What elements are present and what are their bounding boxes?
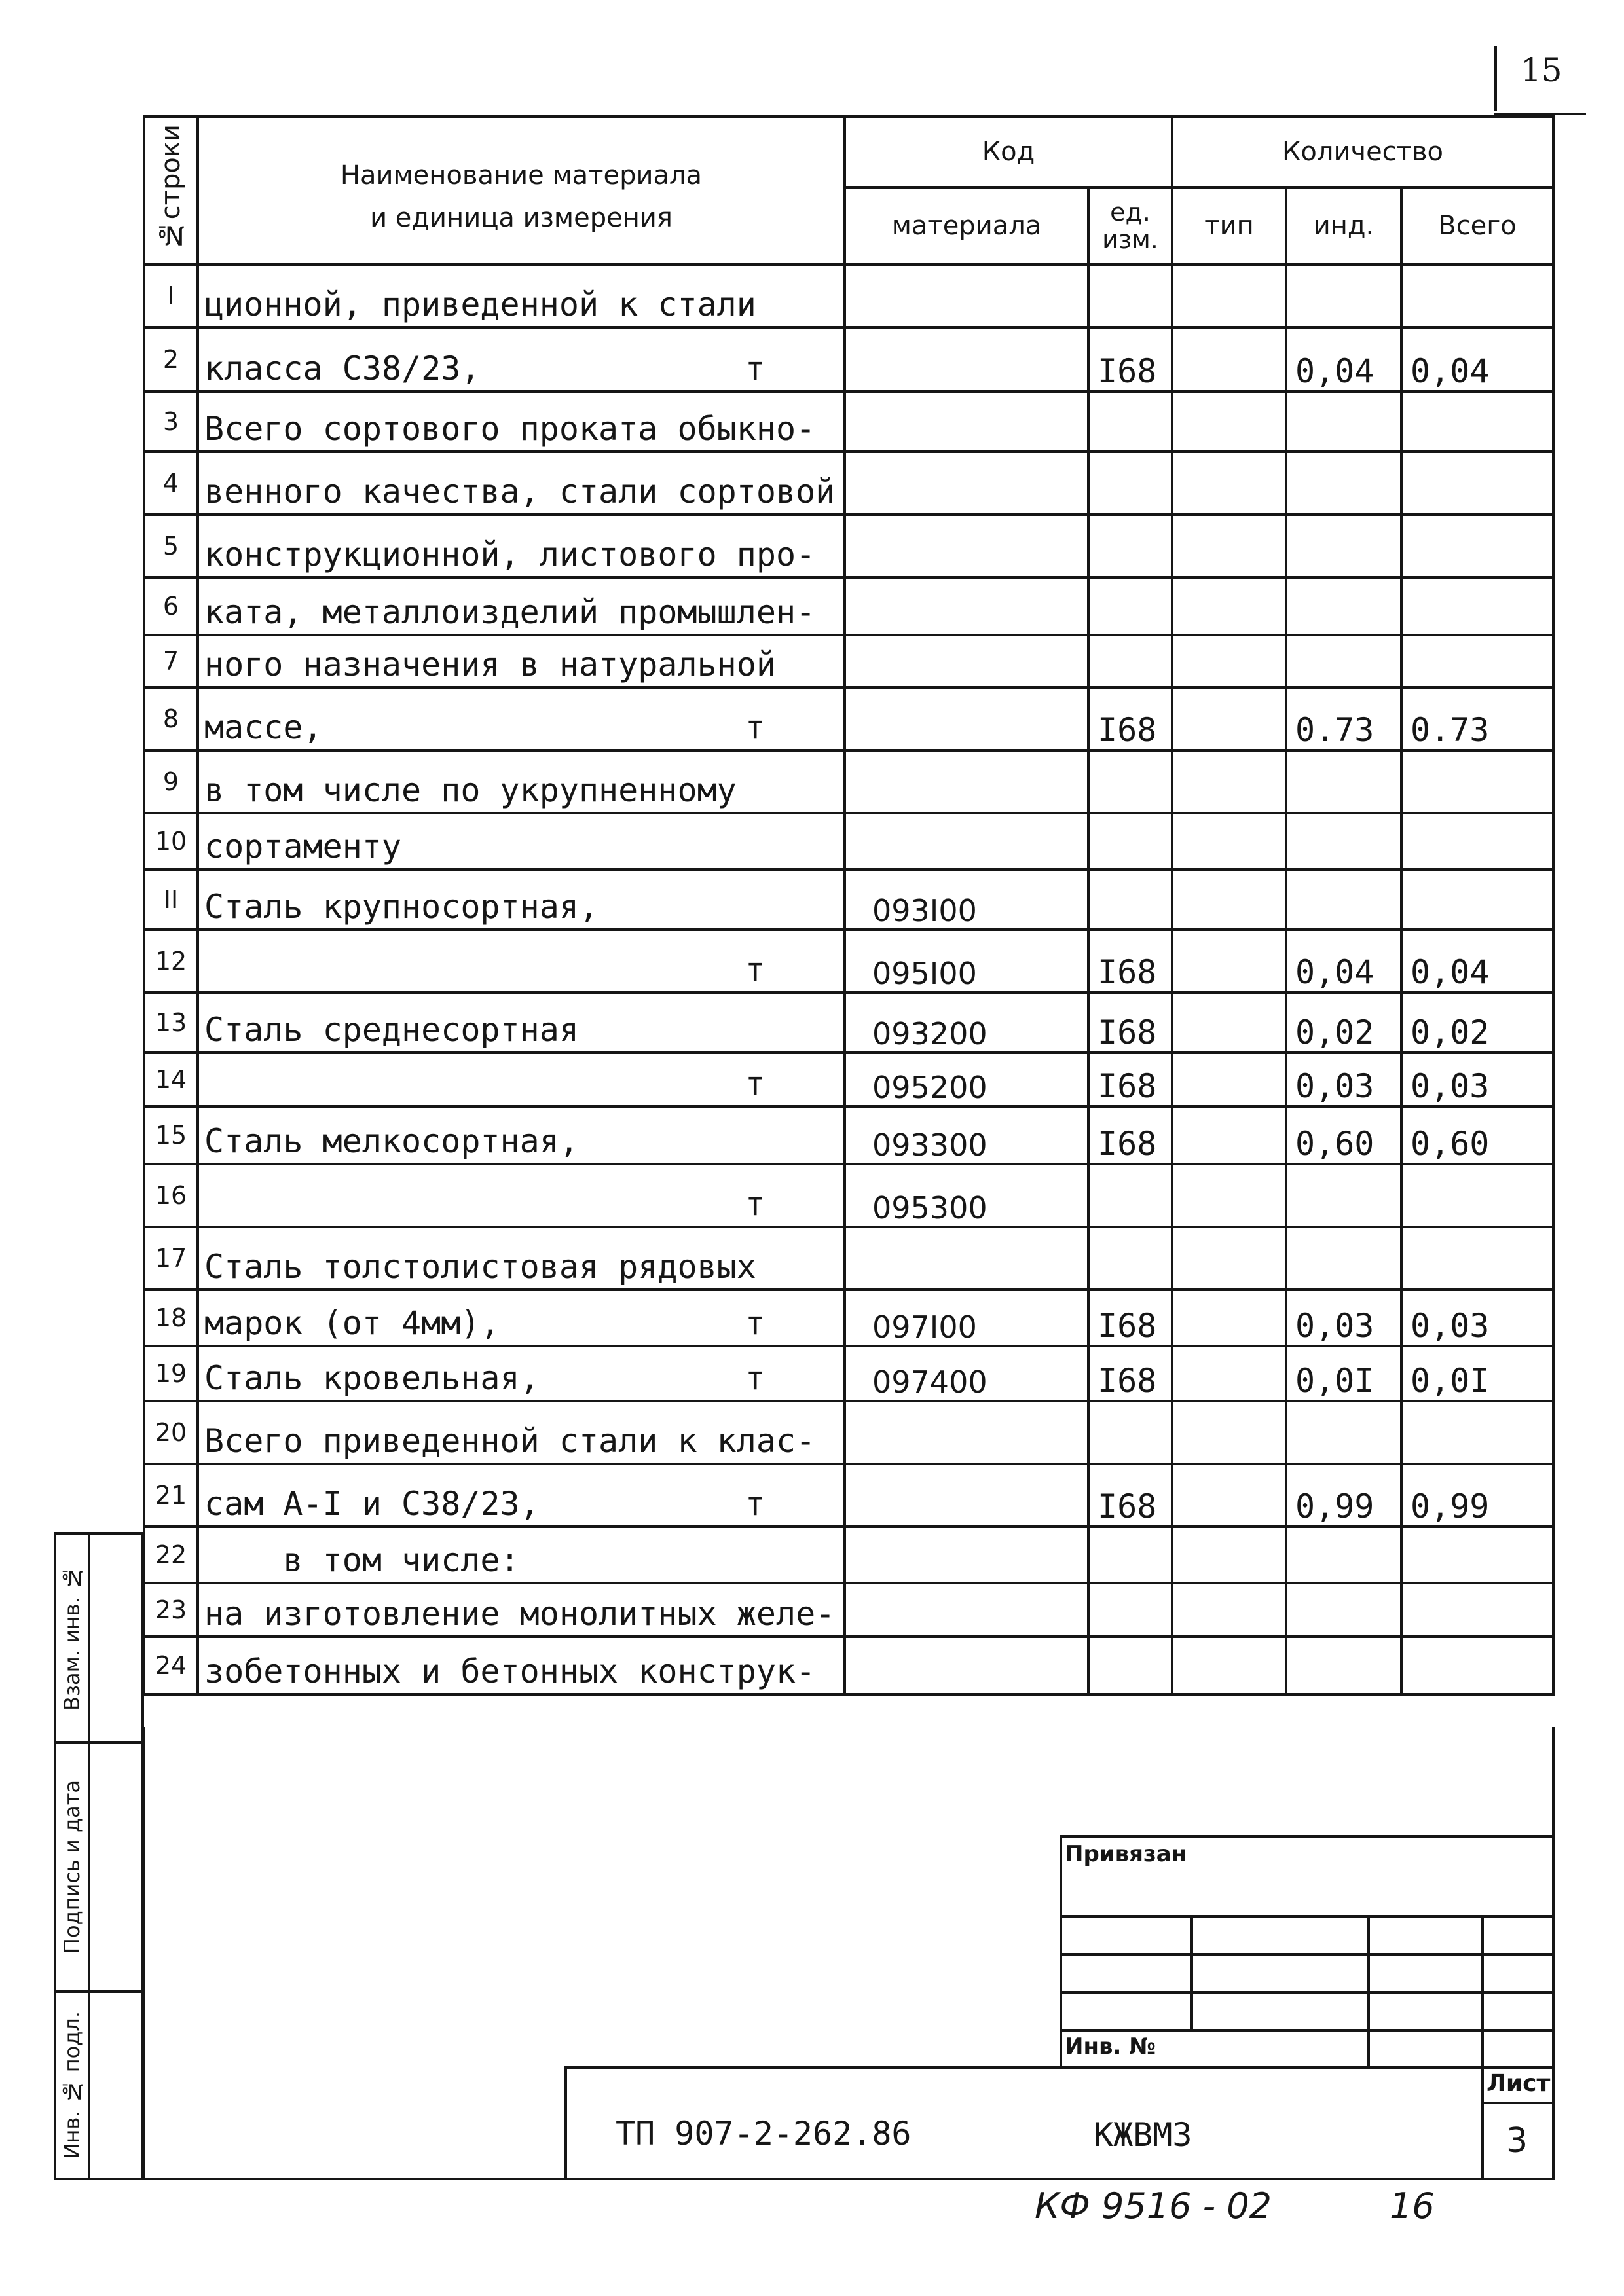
quantity-type — [1172, 750, 1286, 813]
archive-page-number: 16 — [1390, 2185, 1435, 2227]
quantity-type — [1172, 392, 1286, 452]
row-number: 4 — [144, 452, 198, 515]
corner-rule-vertical — [1494, 46, 1497, 111]
unit-code: I68 — [1088, 1346, 1172, 1401]
row-number: 24 — [144, 1637, 198, 1694]
table-row — [144, 930, 1553, 993]
row-number: 23 — [144, 1583, 198, 1637]
quantity-type — [1172, 1227, 1286, 1290]
table-row — [144, 1583, 1553, 1637]
unit-code — [1088, 1401, 1172, 1464]
quantity-total: 0,0I — [1401, 1346, 1553, 1401]
material-code — [845, 392, 1088, 452]
quantity-ind — [1286, 750, 1401, 813]
material-code: 093200 — [845, 993, 1088, 1053]
quantity-ind: 0.73 — [1286, 687, 1401, 750]
quantity-type — [1172, 1164, 1286, 1227]
table-row — [144, 1106, 1553, 1164]
unit-code — [1088, 264, 1172, 327]
measure-unit: т — [745, 350, 765, 388]
material-name-text: сам А-I и С38/23, — [204, 1485, 540, 1523]
material-code — [845, 1401, 1088, 1464]
row-number: 13 — [144, 993, 198, 1053]
quantity-type — [1172, 1637, 1286, 1694]
row-number: 6 — [144, 577, 198, 635]
quantity-type — [1172, 577, 1286, 635]
quantity-total: 0,99 — [1401, 1464, 1553, 1527]
table-row — [144, 1346, 1553, 1401]
header-code: Код — [845, 117, 1172, 187]
material-name — [198, 392, 845, 452]
material-code — [845, 1527, 1088, 1583]
material-name-text: Всего сортового проката обыкно- — [204, 410, 816, 448]
quantity-ind — [1286, 1637, 1401, 1694]
unit-code — [1088, 1227, 1172, 1290]
unit-code — [1088, 1637, 1172, 1694]
row-number: 7 — [144, 635, 198, 687]
table-row — [144, 392, 1553, 452]
table-row — [144, 750, 1553, 813]
quantity-type — [1172, 687, 1286, 750]
row-number: 20 — [144, 1401, 198, 1464]
material-name — [198, 1583, 845, 1637]
material-name-text: марок (от 4мм), — [204, 1304, 500, 1342]
material-code: 093300 — [845, 1106, 1088, 1164]
binding-grid-line — [1060, 1915, 1552, 1918]
header-total: Всего — [1401, 187, 1553, 264]
measure-unit: т — [745, 1185, 765, 1223]
unit-code: I68 — [1088, 1053, 1172, 1106]
unit-code — [1088, 869, 1172, 930]
row-number: 10 — [144, 813, 198, 869]
quantity-ind — [1286, 515, 1401, 577]
inv-podl-label: Инв. № подл. — [60, 2011, 84, 2159]
material-name-text: Сталь мелкосортная, — [204, 1122, 579, 1160]
quantity-ind — [1286, 1583, 1401, 1637]
measure-unit: т — [745, 1304, 765, 1342]
quantity-total: 0,02 — [1401, 993, 1553, 1053]
material-name — [198, 750, 845, 813]
document-mark: КЖВМ3 — [1094, 2116, 1192, 2154]
material-code — [845, 1227, 1088, 1290]
signature-date-cell — [56, 1744, 144, 1993]
quantity-total — [1401, 515, 1553, 577]
material-name-text: венного качества, стали сортовой — [204, 473, 836, 511]
quantity-total — [1401, 1583, 1553, 1637]
unit-code — [1088, 750, 1172, 813]
vzam-inv-label: Взам. инв. № — [60, 1565, 84, 1711]
table-row — [144, 327, 1553, 392]
material-name — [198, 813, 845, 869]
unit-code — [1088, 635, 1172, 687]
binding-grid-line — [1481, 1915, 1484, 2066]
quantity-ind — [1286, 452, 1401, 515]
table-row — [144, 1290, 1553, 1346]
quantity-type — [1172, 515, 1286, 577]
quantity-type — [1172, 813, 1286, 869]
table-row — [144, 635, 1553, 687]
row-number: 5 — [144, 515, 198, 577]
material-name — [198, 1290, 845, 1346]
material-name — [198, 1053, 845, 1106]
quantity-ind: 0,99 — [1286, 1464, 1401, 1527]
quantity-type — [1172, 1401, 1286, 1464]
document-code: ТП 907-2-262.86 — [616, 2115, 912, 2153]
quantity-total — [1401, 264, 1553, 327]
material-code — [845, 687, 1088, 750]
quantity-type — [1172, 993, 1286, 1053]
measure-unit: т — [745, 1065, 765, 1102]
quantity-total — [1401, 1227, 1553, 1290]
material-name — [198, 1164, 845, 1227]
quantity-total — [1401, 577, 1553, 635]
row-number: 16 — [144, 1164, 198, 1227]
binding-grid-line — [1367, 1915, 1370, 2066]
quantity-total — [1401, 750, 1553, 813]
page-corner-number: 15 — [1521, 51, 1562, 89]
unit-code: I68 — [1088, 1106, 1172, 1164]
row-number: 22 — [144, 1527, 198, 1583]
quantity-total — [1401, 635, 1553, 687]
signature-date-label: Подпись и дата — [60, 1780, 84, 1954]
unit-code — [1088, 1583, 1172, 1637]
row-number: II — [144, 869, 198, 930]
quantity-type — [1172, 1583, 1286, 1637]
row-number: 8 — [144, 687, 198, 750]
table-row — [144, 1637, 1553, 1694]
material-name-text: Сталь толстолистовая рядовых — [204, 1248, 756, 1286]
quantity-total: 0,03 — [1401, 1053, 1553, 1106]
table-row — [144, 1053, 1553, 1106]
material-name — [198, 1346, 845, 1401]
quantity-ind: 0,04 — [1286, 327, 1401, 392]
material-name-text: в том числе: — [204, 1541, 520, 1579]
material-code: 095300 — [845, 1164, 1088, 1227]
material-name-text: зобетонных и бетонных конструк- — [204, 1652, 816, 1690]
material-name-text: сортаменту — [204, 828, 402, 866]
quantity-total — [1401, 813, 1553, 869]
material-code: 095200 — [845, 1053, 1088, 1106]
quantity-ind — [1286, 869, 1401, 930]
table-row — [144, 1527, 1553, 1583]
row-number: 9 — [144, 750, 198, 813]
table-row — [144, 1227, 1553, 1290]
row-number: 15 — [144, 1106, 198, 1164]
unit-code — [1088, 1164, 1172, 1227]
material-name-text: ката, металлоизделий промышлен- — [204, 593, 816, 631]
header-row-number: №строки — [144, 117, 198, 264]
quantity-ind — [1286, 1527, 1401, 1583]
table-row — [144, 452, 1553, 515]
measure-unit: т — [745, 1359, 765, 1397]
material-name — [198, 264, 845, 327]
header-ind: инд. — [1286, 187, 1401, 264]
quantity-ind — [1286, 264, 1401, 327]
quantity-total — [1401, 392, 1553, 452]
binding-stamp-block — [1060, 1835, 1552, 2066]
material-code: 093I00 — [845, 869, 1088, 930]
table-row — [144, 687, 1553, 750]
table-row — [144, 869, 1553, 930]
binding-grid-line — [1190, 1915, 1193, 2029]
material-name — [198, 1464, 845, 1527]
row-number: 3 — [144, 392, 198, 452]
quantity-ind: 0,60 — [1286, 1106, 1401, 1164]
row-number: 21 — [144, 1464, 198, 1527]
header-material-name: Наименование материала и единица измерения — [198, 117, 845, 264]
material-code — [845, 1464, 1088, 1527]
table-row — [144, 993, 1553, 1053]
unit-code: I68 — [1088, 327, 1172, 392]
quantity-ind: 0,04 — [1286, 930, 1401, 993]
row-number: 12 — [144, 930, 198, 993]
quantity-ind: 0,02 — [1286, 993, 1401, 1053]
material-name-text: массе, — [204, 708, 323, 746]
material-name-text: Сталь среднесортная — [204, 1011, 579, 1049]
unit-code — [1088, 452, 1172, 515]
material-code: 095I00 — [845, 930, 1088, 993]
quantity-ind: 0,0I — [1286, 1346, 1401, 1401]
material-name — [198, 327, 845, 392]
material-name — [198, 515, 845, 577]
unit-code — [1088, 577, 1172, 635]
quantity-total — [1401, 869, 1553, 930]
quantity-type — [1172, 264, 1286, 327]
material-name-text: конструкционной, листового про- — [204, 536, 816, 574]
material-name — [198, 577, 845, 635]
quantity-total: 0,03 — [1401, 1290, 1553, 1346]
material-name-text: в том числе по укрупненному — [204, 771, 737, 809]
material-name — [198, 635, 845, 687]
material-name — [198, 1527, 845, 1583]
table-row — [144, 515, 1553, 577]
inv-podl-cell — [56, 1993, 144, 2178]
quantity-ind — [1286, 1401, 1401, 1464]
row-number: I — [144, 264, 198, 327]
unit-code: I68 — [1088, 1290, 1172, 1346]
material-code — [845, 1583, 1088, 1637]
material-name-text: ного назначения в натуральной — [204, 646, 776, 683]
quantity-type — [1172, 1527, 1286, 1583]
material-code — [845, 813, 1088, 869]
table-row — [144, 1401, 1553, 1464]
material-code — [845, 1637, 1088, 1694]
binding-grid-line — [1060, 2029, 1552, 2032]
inv-number-label: Инв. № — [1065, 2033, 1156, 2060]
quantity-type — [1172, 327, 1286, 392]
quantity-total — [1401, 1527, 1553, 1583]
row-number: 19 — [144, 1346, 198, 1401]
binding-grid-line — [1060, 1991, 1552, 1994]
material-name — [198, 1227, 845, 1290]
table-row — [144, 1464, 1553, 1527]
quantity-ind: 0,03 — [1286, 1290, 1401, 1346]
header-material-code: материала — [845, 187, 1088, 264]
unit-code: I68 — [1088, 1464, 1172, 1527]
quantity-total — [1401, 1401, 1553, 1464]
quantity-total: 0,04 — [1401, 930, 1553, 993]
unit-code — [1088, 515, 1172, 577]
quantity-total: 0.73 — [1401, 687, 1553, 750]
quantity-type — [1172, 1106, 1286, 1164]
quantity-ind: 0,03 — [1286, 1053, 1401, 1106]
quantity-type — [1172, 635, 1286, 687]
quantity-ind — [1286, 1227, 1401, 1290]
quantity-total — [1401, 452, 1553, 515]
unit-code — [1088, 813, 1172, 869]
archive-code: КФ 9516 - 02 — [1035, 2185, 1272, 2227]
measure-unit: т — [745, 1485, 765, 1523]
material-name — [198, 1637, 845, 1694]
sheet-number: 3 — [1506, 2121, 1528, 2160]
row-number: 2 — [144, 327, 198, 392]
quantity-type — [1172, 1346, 1286, 1401]
quantity-total — [1401, 1164, 1553, 1227]
material-name-text: Сталь кровельная, — [204, 1359, 540, 1397]
quantity-total: 0,04 — [1401, 327, 1553, 392]
material-name — [198, 869, 845, 930]
vzam-inv-cell — [56, 1535, 144, 1744]
material-name — [198, 687, 845, 750]
table-row — [144, 1164, 1553, 1227]
quantity-ind — [1286, 392, 1401, 452]
material-name — [198, 452, 845, 515]
material-code — [845, 515, 1088, 577]
measure-unit: т — [745, 708, 765, 746]
quantity-ind — [1286, 577, 1401, 635]
quantity-type — [1172, 1464, 1286, 1527]
material-name-text: класса С38/23, — [204, 350, 481, 388]
unit-code — [1088, 1527, 1172, 1583]
unit-code: I68 — [1088, 993, 1172, 1053]
quantity-type — [1172, 1290, 1286, 1346]
material-name — [198, 1401, 845, 1464]
measure-unit: т — [745, 951, 765, 989]
quantity-type — [1172, 869, 1286, 930]
unit-code — [1088, 392, 1172, 452]
material-code: 097400 — [845, 1346, 1088, 1401]
specification-table — [143, 115, 1555, 1696]
material-name-text: Сталь крупносортная, — [204, 888, 599, 926]
material-code: 097I00 — [845, 1290, 1088, 1346]
row-number: 14 — [144, 1053, 198, 1106]
material-code — [845, 327, 1088, 392]
row-number: 17 — [144, 1227, 198, 1290]
quantity-type — [1172, 930, 1286, 993]
sheet-label: Лист — [1486, 2070, 1551, 2097]
material-name — [198, 1106, 845, 1164]
material-code — [845, 577, 1088, 635]
quantity-ind — [1286, 813, 1401, 869]
quantity-type — [1172, 1053, 1286, 1106]
table-row — [144, 264, 1553, 327]
material-name-text: Всего приведенной стали к клас- — [204, 1422, 816, 1460]
material-name — [198, 930, 845, 993]
binding-label: Привязан — [1065, 1841, 1187, 1867]
material-name — [198, 993, 845, 1053]
unit-code: I68 — [1088, 930, 1172, 993]
material-code — [845, 452, 1088, 515]
left-stamp-strip — [54, 1532, 144, 2180]
quantity-type — [1172, 452, 1286, 515]
header-type: тип — [1172, 187, 1286, 264]
specification-body — [144, 264, 1553, 1694]
table-row — [144, 813, 1553, 869]
quantity-ind — [1286, 1164, 1401, 1227]
binding-grid-line — [1060, 1953, 1552, 1956]
header-unit: ед. изм. — [1088, 187, 1172, 264]
material-name-text: на изготовление монолитных желе- — [204, 1595, 836, 1633]
quantity-total — [1401, 1637, 1553, 1694]
row-number: 18 — [144, 1290, 198, 1346]
material-code — [845, 750, 1088, 813]
unit-code: I68 — [1088, 687, 1172, 750]
table-row — [144, 577, 1553, 635]
material-code — [845, 635, 1088, 687]
quantity-total: 0,60 — [1401, 1106, 1553, 1164]
quantity-ind — [1286, 635, 1401, 687]
header-quantity: Количество — [1172, 117, 1553, 187]
material-name-text: ционной, приведенной к стали — [204, 285, 756, 323]
sheet-divider — [1481, 2102, 1552, 2104]
material-code — [845, 264, 1088, 327]
